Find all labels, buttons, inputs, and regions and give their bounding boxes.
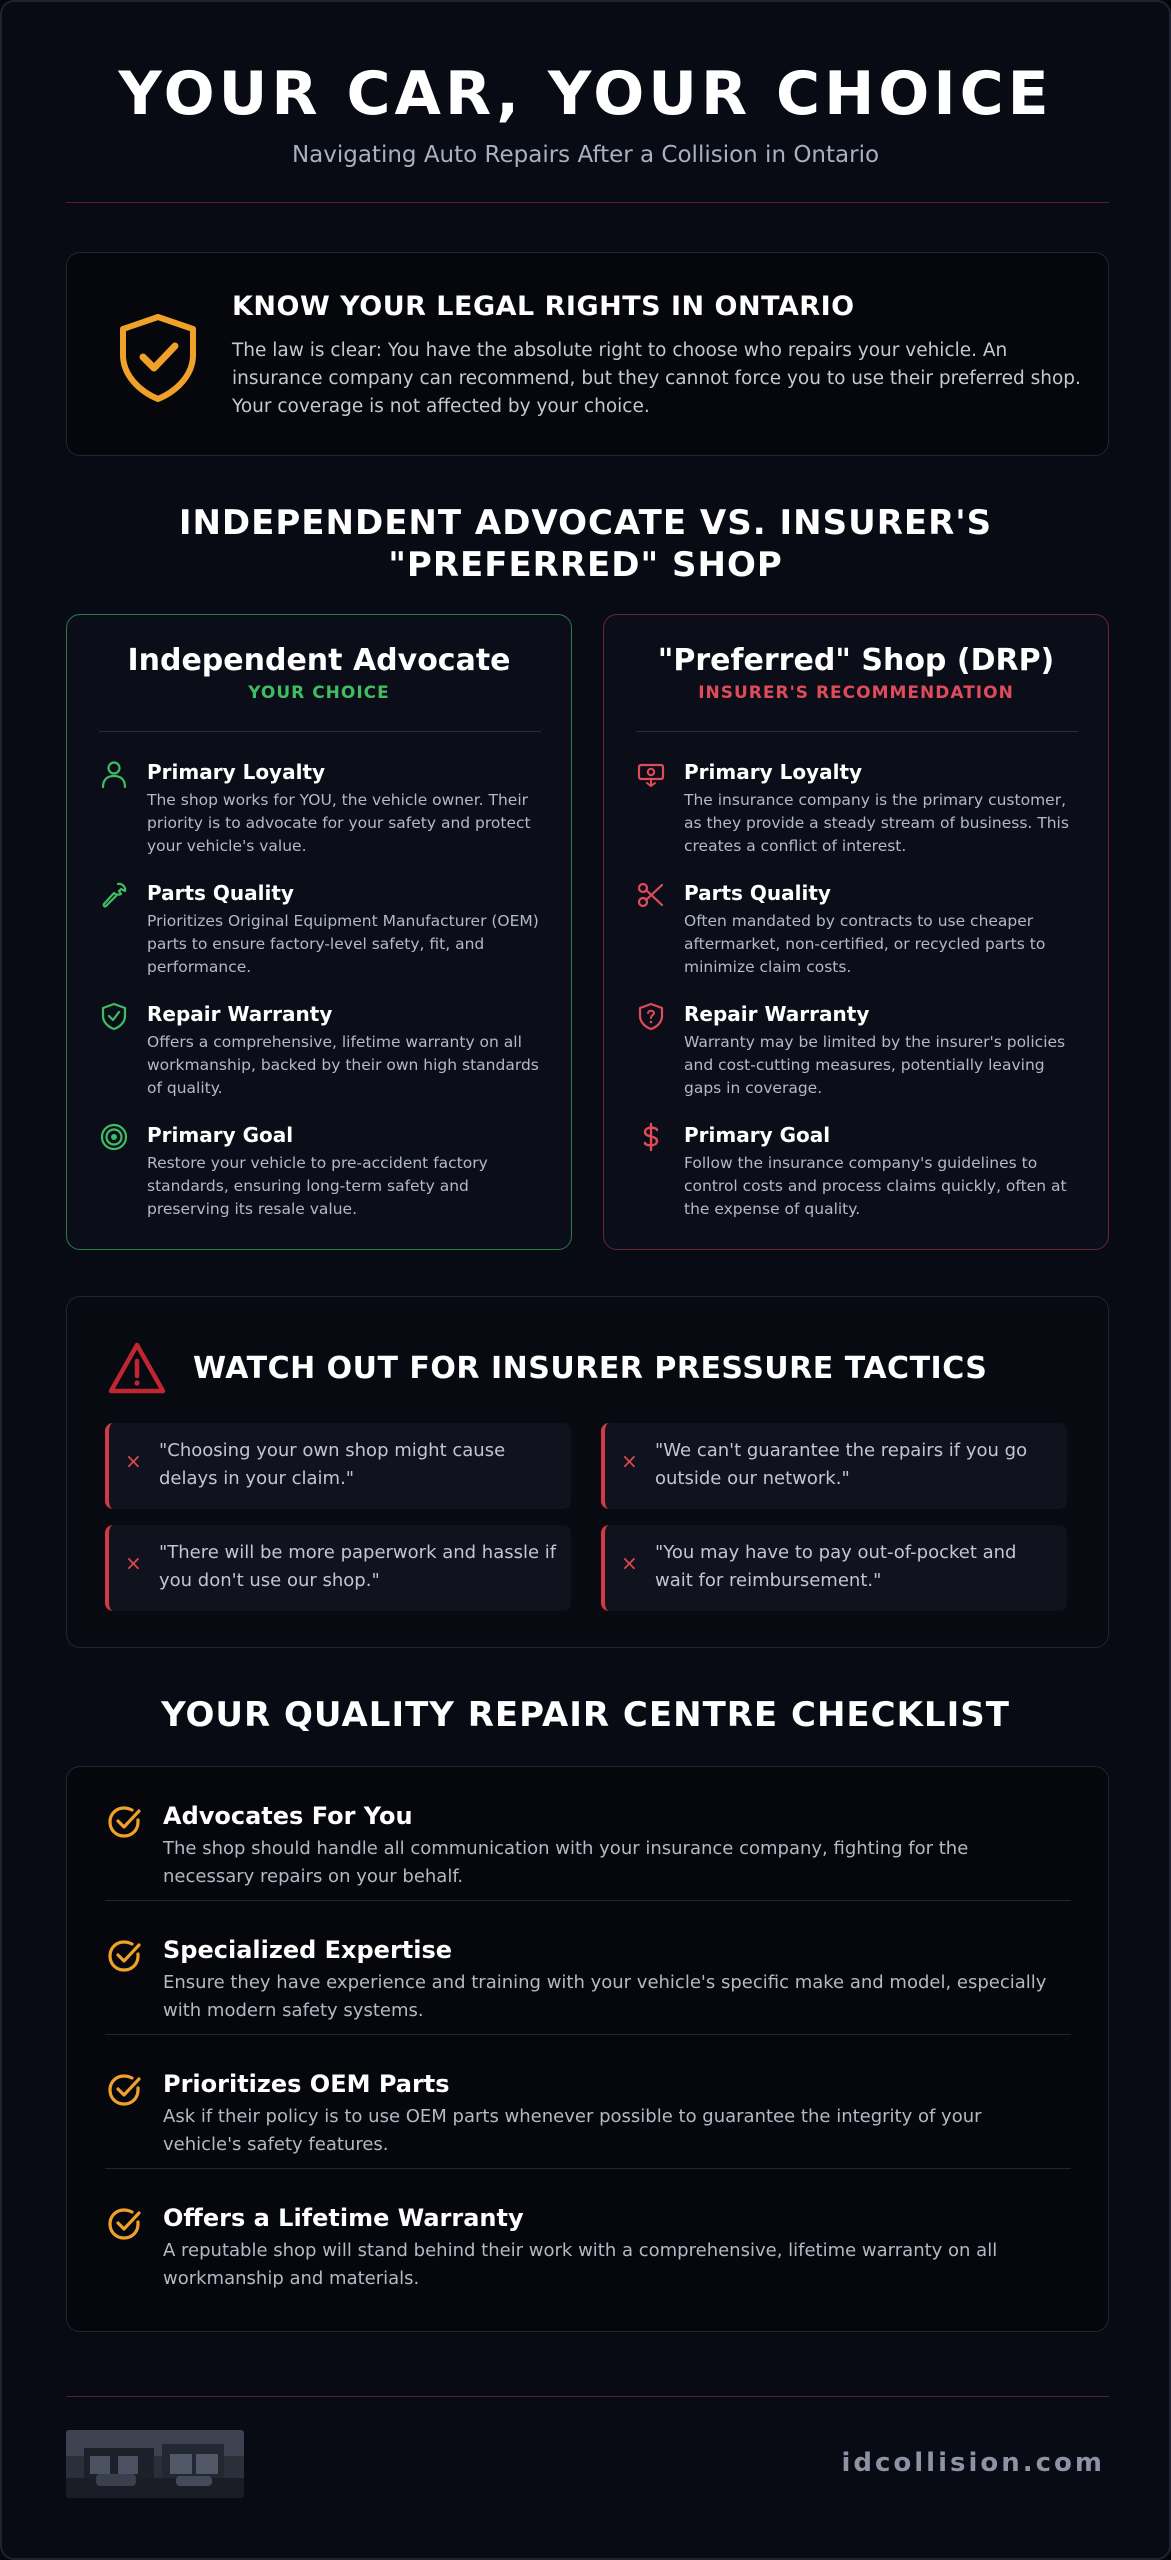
pressure-tactics-title: WATCH OUT FOR INSURER PRESSURE TACTICS: [193, 1351, 988, 1386]
page-title: YOUR CAR, YOUR CHOICE: [118, 59, 1053, 129]
feature-body: Warranty may be limited by the insurer's policies and cost-cutting measures, potentially leaving gaps in coverage.: [684, 1033, 1066, 1097]
feature-item: [99, 759, 541, 869]
feature-title: Repair Warranty: [147, 1002, 333, 1026]
legal-rights-card: [66, 252, 1109, 456]
feature-body: Prioritizes Original Equipment Manufacturer (OEM) parts to ensure factory-level safety, fit, and performance.: [147, 912, 539, 976]
column-divider: [636, 731, 1078, 732]
x-mark-icon: ×: [125, 1551, 142, 1575]
tactic-quote: [105, 1525, 571, 1611]
feature-title: Primary Goal: [147, 1123, 294, 1147]
feature-title: Repair Warranty: [684, 1002, 870, 1026]
target-icon: [99, 1122, 129, 1152]
feature-body: The insurance company is the primary customer, as they provide a steady stream of business. This creates a conflict of interest.: [684, 791, 1069, 855]
column-divider: [99, 731, 541, 732]
wrench-icon: [99, 880, 129, 910]
column-tag: YOUR CHOICE: [248, 683, 390, 703]
header-divider: [66, 202, 1109, 203]
shield-question-icon: [636, 1001, 666, 1031]
shield-check-icon: [115, 311, 201, 403]
tactic-quote-text: "We can't guarantee the repairs if you go outside our network.": [655, 1440, 1028, 1489]
feature-item: [636, 1122, 1078, 1232]
shop-photo-thumbnail: [66, 2430, 244, 2498]
feature-title: Parts Quality: [684, 881, 831, 905]
checklist-title: YOUR QUALITY REPAIR CENTRE CHECKLIST: [161, 1695, 1010, 1735]
feature-body: Follow the insurance company's guidelines to control costs and process claims quickly, often at the expense of quality.: [684, 1154, 1067, 1218]
footer-divider: [66, 2396, 1109, 2397]
checklist-item: [105, 2035, 1071, 2169]
feature-title: Primary Loyalty: [684, 760, 863, 784]
checklist-card: [66, 1766, 1109, 2332]
feature-item: [99, 880, 541, 990]
scissors-icon: [636, 880, 666, 910]
warning-icon: [107, 1341, 167, 1397]
shield-check-icon: [99, 1001, 129, 1031]
feature-body: Often mandated by contracts to use cheaper aftermarket, non-certified, or recycled parts to minimize claim costs.: [684, 912, 1046, 976]
checklist-item-title: Prioritizes OEM Parts: [163, 2070, 450, 2098]
feature-item: [99, 1122, 541, 1232]
dollar-icon: [636, 1122, 666, 1152]
independent-advocate-column: [66, 614, 572, 1250]
pressure-tactics-card: [66, 1296, 1109, 1648]
tactic-quote-text: "Choosing your own shop might cause delays in your claim.": [159, 1440, 506, 1489]
page-header: [2, 58, 1169, 170]
x-mark-icon: ×: [125, 1449, 142, 1473]
checklist-item-body: A reputable shop will stand behind their work with a comprehensive, lifetime warranty on all workmanship and materials.: [163, 2240, 998, 2289]
feature-body: Restore your vehicle to pre-accident factory standards, ensuring long-term safety and preserving its resale value.: [147, 1154, 488, 1218]
checklist-item-body: Ask if their policy is to use OEM parts whenever possible to guarantee the integrity of your vehicle's safety features.: [163, 2106, 982, 2155]
feature-title: Primary Loyalty: [147, 760, 326, 784]
checklist-item-title: Offers a Lifetime Warranty: [163, 2204, 524, 2232]
checklist-item-body: Ensure they have experience and training with your vehicle's specific make and model, especially with modern safety systems.: [163, 1972, 1047, 2021]
check-circle-icon: [105, 1937, 143, 1975]
feature-title: Parts Quality: [147, 881, 294, 905]
tactic-quote: [601, 1525, 1067, 1611]
checklist-item: [105, 1901, 1071, 2035]
feature-item: [99, 1001, 541, 1111]
comparison-title: INDEPENDENT ADVOCATE VS. INSURER'S "PREFERRED" SHOP: [178, 503, 993, 585]
x-mark-icon: ×: [621, 1449, 638, 1473]
feature-title: Primary Goal: [684, 1123, 831, 1147]
tactic-quote: [601, 1423, 1067, 1509]
feature-item: [636, 759, 1078, 869]
preferred-shop-column: [603, 614, 1109, 1250]
footer-brand: idcollision.com: [841, 2448, 1105, 2478]
checklist-item-title: Advocates For You: [163, 1802, 413, 1830]
money-icon: [636, 759, 666, 789]
check-circle-icon: [105, 2205, 143, 2243]
page-subtitle: Navigating Auto Repairs After a Collision in Ontario: [291, 142, 880, 168]
column-title: Independent Advocate: [127, 643, 511, 678]
feature-body: Offers a comprehensive, lifetime warranty on all workmanship, backed by their own high standards of quality.: [147, 1033, 539, 1097]
checklist-item: [105, 1767, 1071, 1901]
tactic-quote-text: "There will be more paperwork and hassle if you don't use our shop.": [159, 1542, 557, 1591]
column-title: "Preferred" Shop (DRP): [657, 643, 1055, 678]
legal-rights-title: KNOW YOUR LEGAL RIGHTS IN ONTARIO: [232, 291, 855, 322]
column-tag: INSURER'S RECOMMENDATION: [698, 683, 1014, 703]
tactic-quote-text: "You may have to pay out-of-pocket and wait for reimbursement.": [655, 1542, 1017, 1591]
checklist-item-title: Specialized Expertise: [163, 1936, 453, 1964]
checklist-item-body: The shop should handle all communication with your insurance company, fighting for the necessary repairs on your behalf.: [163, 1838, 969, 1887]
user-icon: [99, 759, 129, 789]
feature-body: The shop works for YOU, the vehicle owner. Their priority is to advocate for your safety and protect your vehicle's value.: [147, 791, 531, 855]
legal-rights-body: The law is clear: You have the absolute right to choose who repairs your vehicle. An insurance company can recommend, but they cannot force you to use their preferred shop. Your coverage is not affected by your choice.: [232, 340, 1081, 417]
checklist-item: [105, 2169, 1071, 2303]
check-circle-icon: [105, 2071, 143, 2109]
check-circle-icon: [105, 1803, 143, 1841]
feature-item: [636, 880, 1078, 990]
x-mark-icon: ×: [621, 1551, 638, 1575]
tactic-quote: [105, 1423, 571, 1509]
feature-item: [636, 1001, 1078, 1111]
